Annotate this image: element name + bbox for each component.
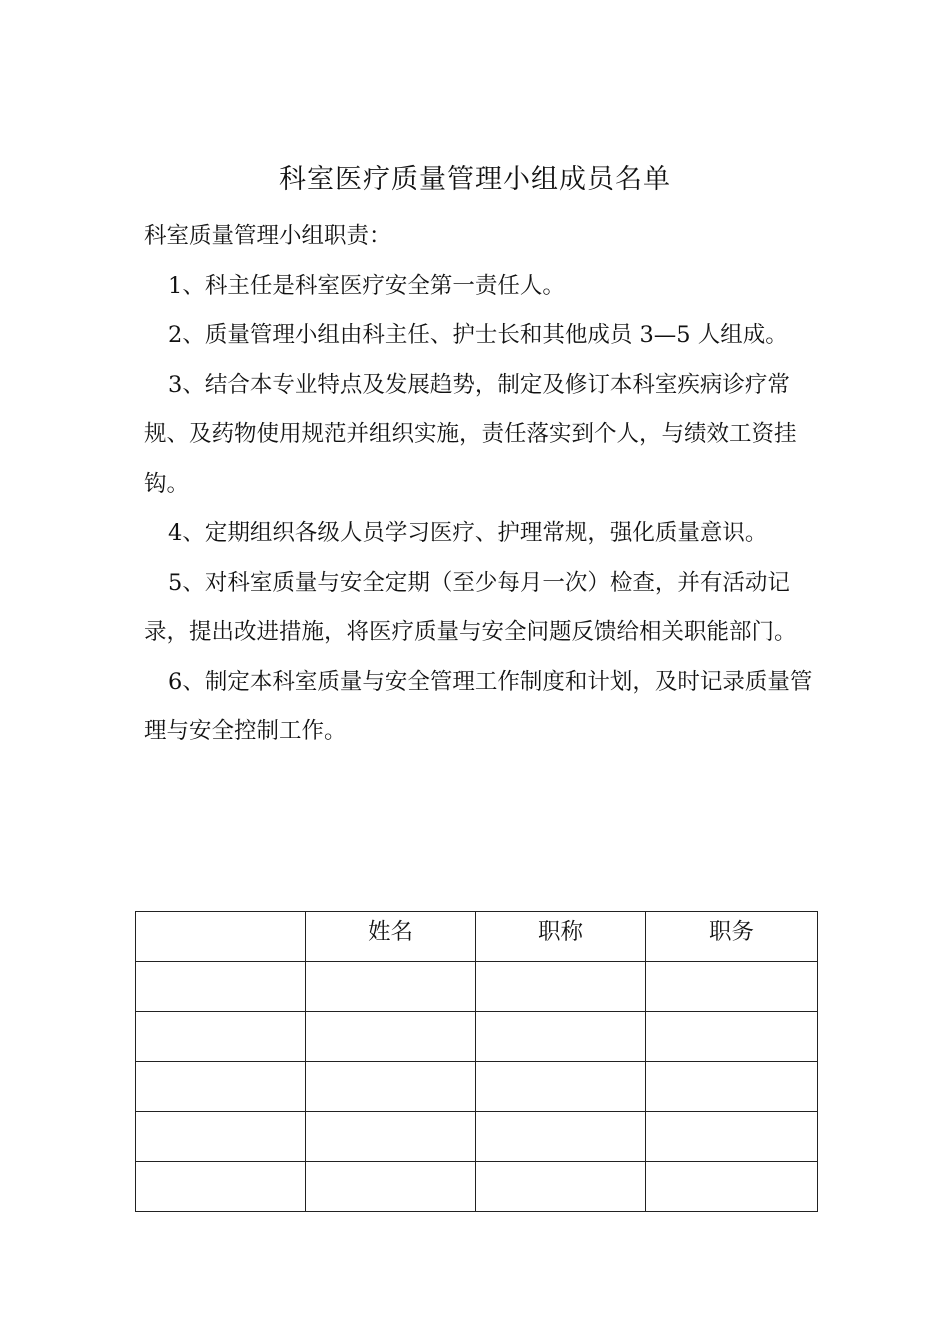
table-cell[interactable] xyxy=(646,1112,818,1162)
table-header-row xyxy=(136,912,818,962)
member-table xyxy=(135,911,818,1212)
table-cell[interactable] xyxy=(476,1162,646,1212)
table-cell[interactable] xyxy=(306,1062,476,1112)
table-row xyxy=(136,1162,818,1212)
table-cell[interactable] xyxy=(136,1062,306,1112)
header-cell-position: 职务 xyxy=(646,912,818,962)
duty-item-2: 2、质量管理小组由科主任、护士长和其他成员 3—5 人组成。 xyxy=(168,322,788,348)
table-cell[interactable] xyxy=(306,962,476,1012)
header-cell-name: 姓名 xyxy=(306,912,476,962)
table-row xyxy=(136,1012,818,1062)
header-cell-blank xyxy=(136,912,306,962)
table-cell[interactable] xyxy=(476,1012,646,1062)
duty-item-5: 5、对科室质量与安全定期（至少每月一次）检查，并有活动记录，提出改进措施，将医疗质量与安全问题反馈给相关职能部门。 xyxy=(144,569,797,645)
table-cell[interactable] xyxy=(646,1162,818,1212)
table-cell[interactable] xyxy=(136,1012,306,1062)
table-cell[interactable] xyxy=(306,1012,476,1062)
table-cell[interactable] xyxy=(306,1112,476,1162)
header-cell-title: 职称 xyxy=(476,912,646,962)
table-cell[interactable] xyxy=(476,1112,646,1162)
table-cell[interactable] xyxy=(646,1062,818,1112)
intro-line: 科室质量管理小组职责： xyxy=(144,223,392,249)
document-body xyxy=(144,212,824,757)
document-title: 科室医疗质量管理小组成员名单 xyxy=(279,164,671,195)
duty-item-4: 4、定期组织各级人员学习医疗、护理常规，强化质量意识。 xyxy=(168,520,768,546)
table-cell[interactable] xyxy=(476,962,646,1012)
table-cell[interactable] xyxy=(646,962,818,1012)
table-cell[interactable] xyxy=(136,962,306,1012)
table-cell[interactable] xyxy=(646,1012,818,1062)
table-cell[interactable] xyxy=(306,1162,476,1212)
table-row xyxy=(136,1062,818,1112)
table-row xyxy=(136,962,818,1012)
duty-item-3: 3、结合本专业特点及发展趋势，制定及修订本科室疾病诊疗常规、及药物使用规范并组织实施，责任落实到个人，与绩效工资挂钩。 xyxy=(144,371,797,497)
table-cell[interactable] xyxy=(476,1062,646,1112)
table-cell[interactable] xyxy=(136,1112,306,1162)
duty-item-1: 1、科主任是科室医疗安全第一责任人。 xyxy=(168,272,565,299)
duty-item-6: 6、制定本科室质量与安全管理工作制度和计划，及时记录质量管理与安全控制工作。 xyxy=(144,668,813,744)
table-row xyxy=(136,1112,818,1162)
table-cell[interactable] xyxy=(136,1162,306,1212)
